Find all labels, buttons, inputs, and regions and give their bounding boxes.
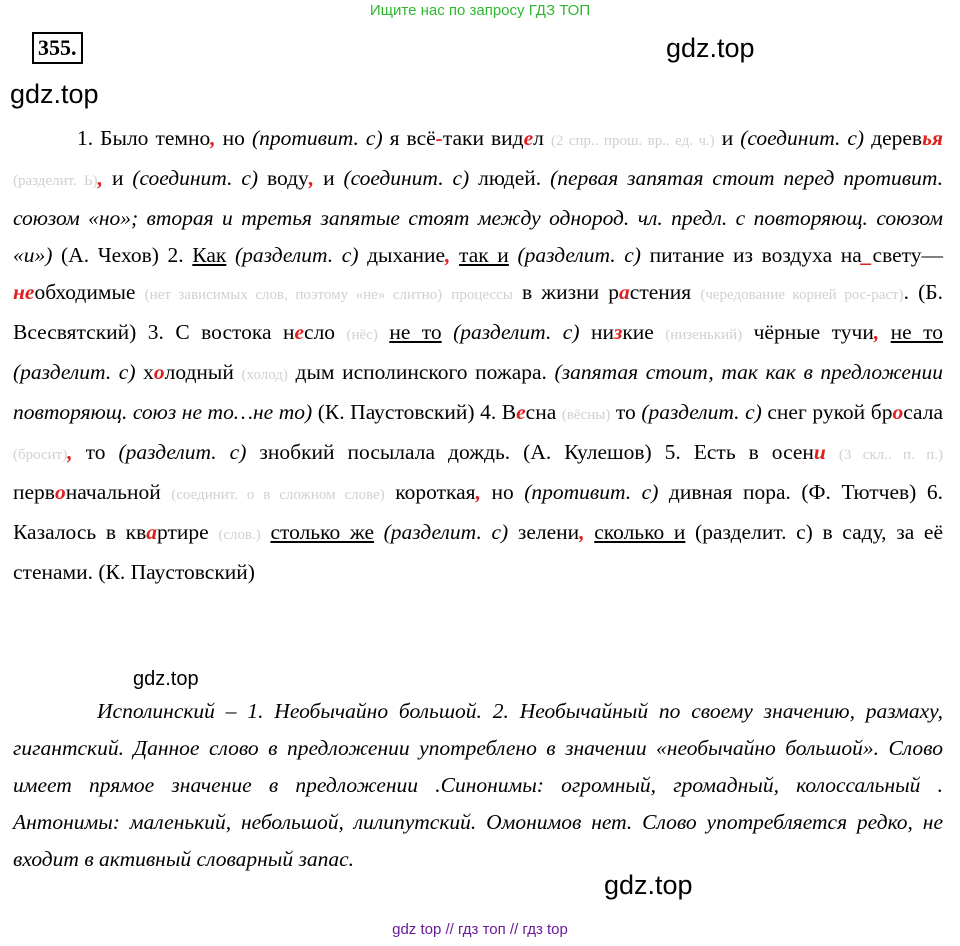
answer-text: 1. Было темно, но (противит. с) я всё-таки видел (2 спр.. прош. вр.. ед. ч.) и (соединит. с) деревья (разделит. Ь), и (соединит. с) воду, и (соединит. с) людей. (первая запятая стоит перед противит. союзом «но»; вторая и третья запятые стоят между однород. чл. предл. с повторяющ. союзом «и») (А. Чехов) 2. Как (разделит. с) дыхание, так и (разделит. с) питание из воздуха на_свету— необходимые (нет зависимых слов, поэтому «не» слитно) процессы в жизни растения (чередование корней рос-раст). (Б. Всесвятский) 3. С востока несло (нёс) не то (разделит. с) низкие (низенький) чёрные тучи, не то (разделит. с) холодный (холод) дым исполинского пожара. (запятая стоит, так как в предложении повторяющ. союз не то…не то) (К. Паустовский) 4. Весна (вёсны) то (разделит. с) снег рукой бросала (бросит), то (разделит. с) знобкий посылала дождь. (А. Кулешов) 5. Есть в осени (3 скл.. п. п.) первоначальной (соединит. о в сложном слове) короткая, но (противит. с) дивная пора. (Ф. Тютчев) 6. Казалось в квартире (слов.) столько же (разделит. с) зелени, сколько и (разделит. с) в саду, за её стенами. (К. Паустовский) [13, 126, 944, 584]
top-banner: Ищите нас по запросу ГДЗ ТОП [369, 2, 591, 19]
watermark: gdz.top [133, 668, 199, 690]
task-number: 355. [32, 32, 83, 64]
watermark: gdz.top [604, 870, 693, 900]
watermark: gdz.top [666, 33, 755, 63]
footer-links[interactable]: gdz top // гдз топ // гдз top [392, 921, 568, 938]
word-definition: Исполинский – 1. Необычайно большой. 2. Необычайный по своему значению, размаху, гигантский. Данное слово в предложении употреблено в значении «необычайно большой». Слово имеет прямое значение в предложении .Синонимы: огромный, громадный, колоссальный . Антонимы: маленький, небольшой, лилипутский. Омонимов нет. Слово употребляется редко, не входит в активный словарный запас. [13, 699, 943, 871]
watermark: gdz.top [10, 79, 99, 109]
